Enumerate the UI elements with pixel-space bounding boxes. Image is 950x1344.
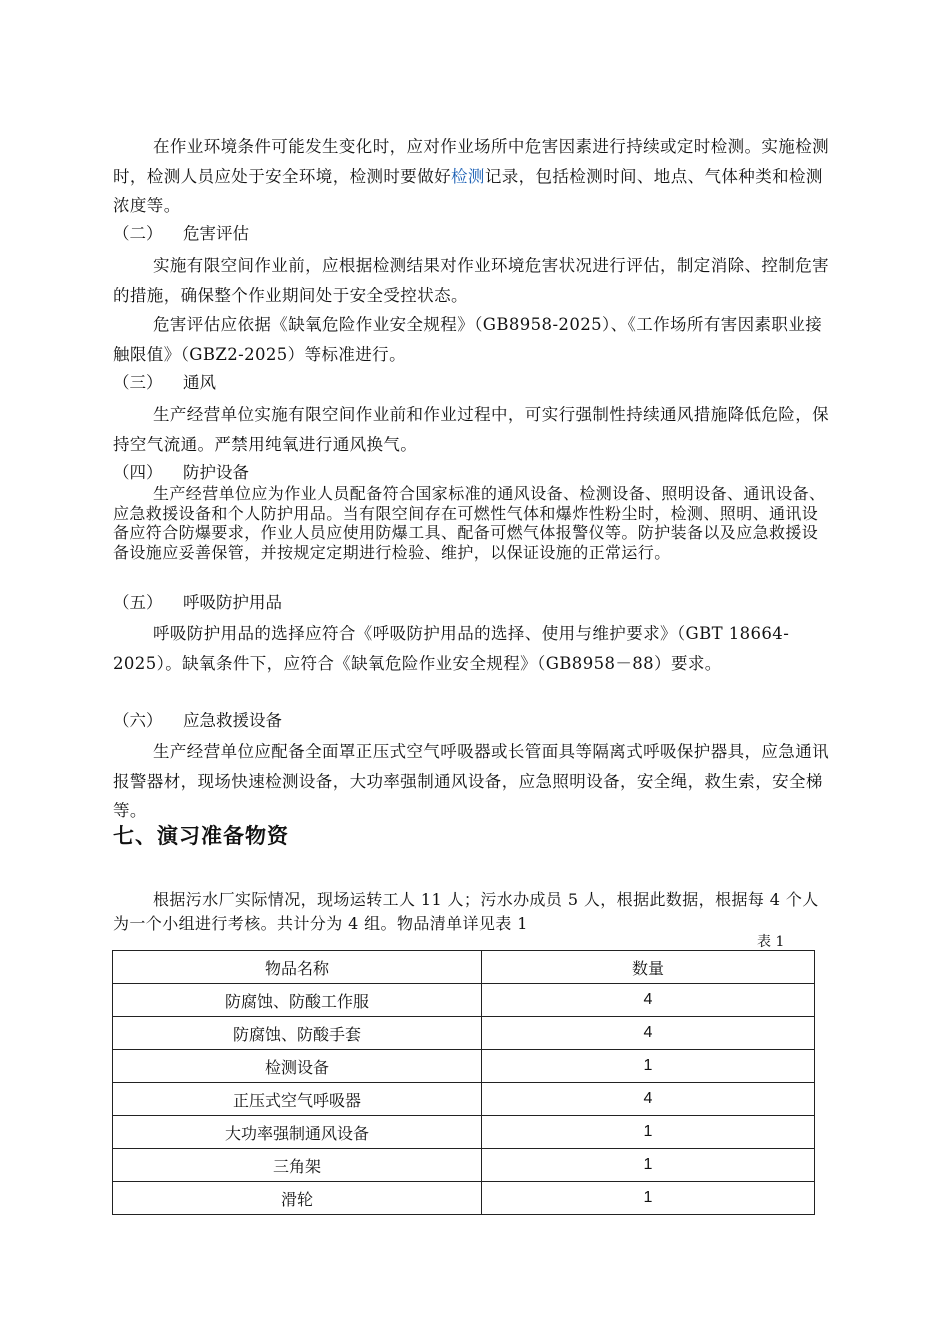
item-name: 滑轮	[113, 1182, 482, 1215]
table-row	[113, 1182, 815, 1215]
heading-title: 防护设备	[183, 463, 249, 482]
item-quantity: 1	[482, 1182, 815, 1215]
paragraph-ventilation: 生产经营单位实施有限空间作业前和作业过程中，可实行强制性持续通风措施降低危险，保持空气流通。严禁用纯氧进行通风换气。	[113, 405, 829, 454]
heading-respiratory	[113, 591, 282, 615]
heading-title: 呼吸防护用品	[183, 593, 282, 612]
paragraph-hazard-2: 危害评估应依据《缺氧危险作业安全规程》（GB8958-2025）、《工作场所有害因素职业接触限值》（GBZ2-2025）等标准进行。	[113, 315, 823, 364]
heading-emergency-rescue	[113, 709, 282, 733]
table-row	[113, 1149, 815, 1182]
item-name: 正压式空气呼吸器	[113, 1083, 482, 1116]
item-name: 大功率强制通风设备	[113, 1116, 482, 1149]
item-name: 三角架	[113, 1149, 482, 1182]
item-name: 防腐蚀、防酸手套	[113, 1017, 482, 1050]
table-row	[113, 984, 815, 1017]
table-row	[113, 1050, 815, 1083]
header-quantity: 数量	[482, 951, 815, 984]
paragraph-emergency-rescue: 生产经营单位应配备全面罩正压式空气呼吸器或长管面具等隔离式呼吸保护器具，应急通讯报警器材，现场快速检测设备，大功率强制通风设备，应急照明设备，安全绳，救生索，安全梯等。	[113, 742, 829, 820]
detection-link[interactable]: 检测	[451, 166, 485, 186]
table-row	[113, 1083, 815, 1116]
paragraph-hazard-1: 实施有限空间作业前，应根据检测结果对作业环境危害状况进行评估，制定消除、控制危害的措施，确保整个作业期间处于安全受控状态。	[113, 256, 829, 305]
table-row	[113, 1116, 815, 1149]
table-row	[113, 1017, 815, 1050]
heading-protective-equipment	[113, 461, 249, 485]
header-item-name: 物品名称	[113, 951, 482, 984]
table-header-row	[113, 951, 815, 984]
heading-hazard-assessment	[113, 222, 249, 246]
paragraph-detection-text-a: 在作业环境条件可能发生变化时，应对作业场所中危害因素进行持续或定时检测。实施检测时，检测人员应处于安全环境，检测时要做好	[113, 137, 829, 186]
heading-number: （五）	[113, 593, 163, 612]
item-quantity: 4	[482, 1017, 815, 1050]
item-quantity: 4	[482, 984, 815, 1017]
heading-number: （二）	[113, 224, 163, 243]
paragraph-protective-equipment: 生产经营单位应为作业人员配备符合国家标准的通风设备、检测设备、照明设备、通讯设备、应急救援设备和个人防护用品。当有限空间存在可燃性气体和爆炸性粉尘时，检测、照明、通讯设备应符合防爆要求，作业人员应使用防爆工具、配备可燃气体报警仪等。防护装备以及应急救援设备设施应妥善保管，并按规定定期进行检验、维护，以保证设施的正常运行。	[113, 484, 826, 562]
table-caption: 表 1	[757, 934, 785, 950]
heading-title: 通风	[183, 373, 216, 392]
item-name: 防腐蚀、防酸工作服	[113, 984, 482, 1017]
item-quantity: 1	[482, 1050, 815, 1083]
paragraph-materials-intro: 根据污水厂实际情况，现场运转工人 11 人；污水办成员 5 人，根据此数据，根据每 4 个人为一个小组进行考核。共计分为 4 组。物品清单详见表 1	[113, 890, 819, 933]
paragraph-respiratory: 呼吸防护用品的选择应符合《呼吸防护用品的选择、使用与维护要求》（GBT 18664-2025）。缺氧条件下，应符合《缺氧危险作业安全规程》（GB8958－88）要求。	[113, 624, 790, 673]
heading-title: 危害评估	[183, 224, 249, 243]
heading-title: 应急救援设备	[183, 711, 282, 730]
item-name: 检测设备	[113, 1050, 482, 1083]
paragraph-detection	[113, 132, 833, 221]
item-quantity: 1	[482, 1149, 815, 1182]
heading-ventilation	[113, 371, 216, 395]
materials-table	[112, 950, 815, 1215]
section-title: 七、演习准备物资	[113, 824, 289, 848]
item-quantity: 4	[482, 1083, 815, 1116]
paragraph-detection-text-b: 记录，包括检测时间、地点、气体种类和检测浓度等。	[113, 166, 823, 215]
item-quantity: 1	[482, 1116, 815, 1149]
heading-number: （六）	[113, 711, 163, 730]
heading-number: （三）	[113, 373, 163, 392]
heading-number: （四）	[113, 463, 163, 482]
